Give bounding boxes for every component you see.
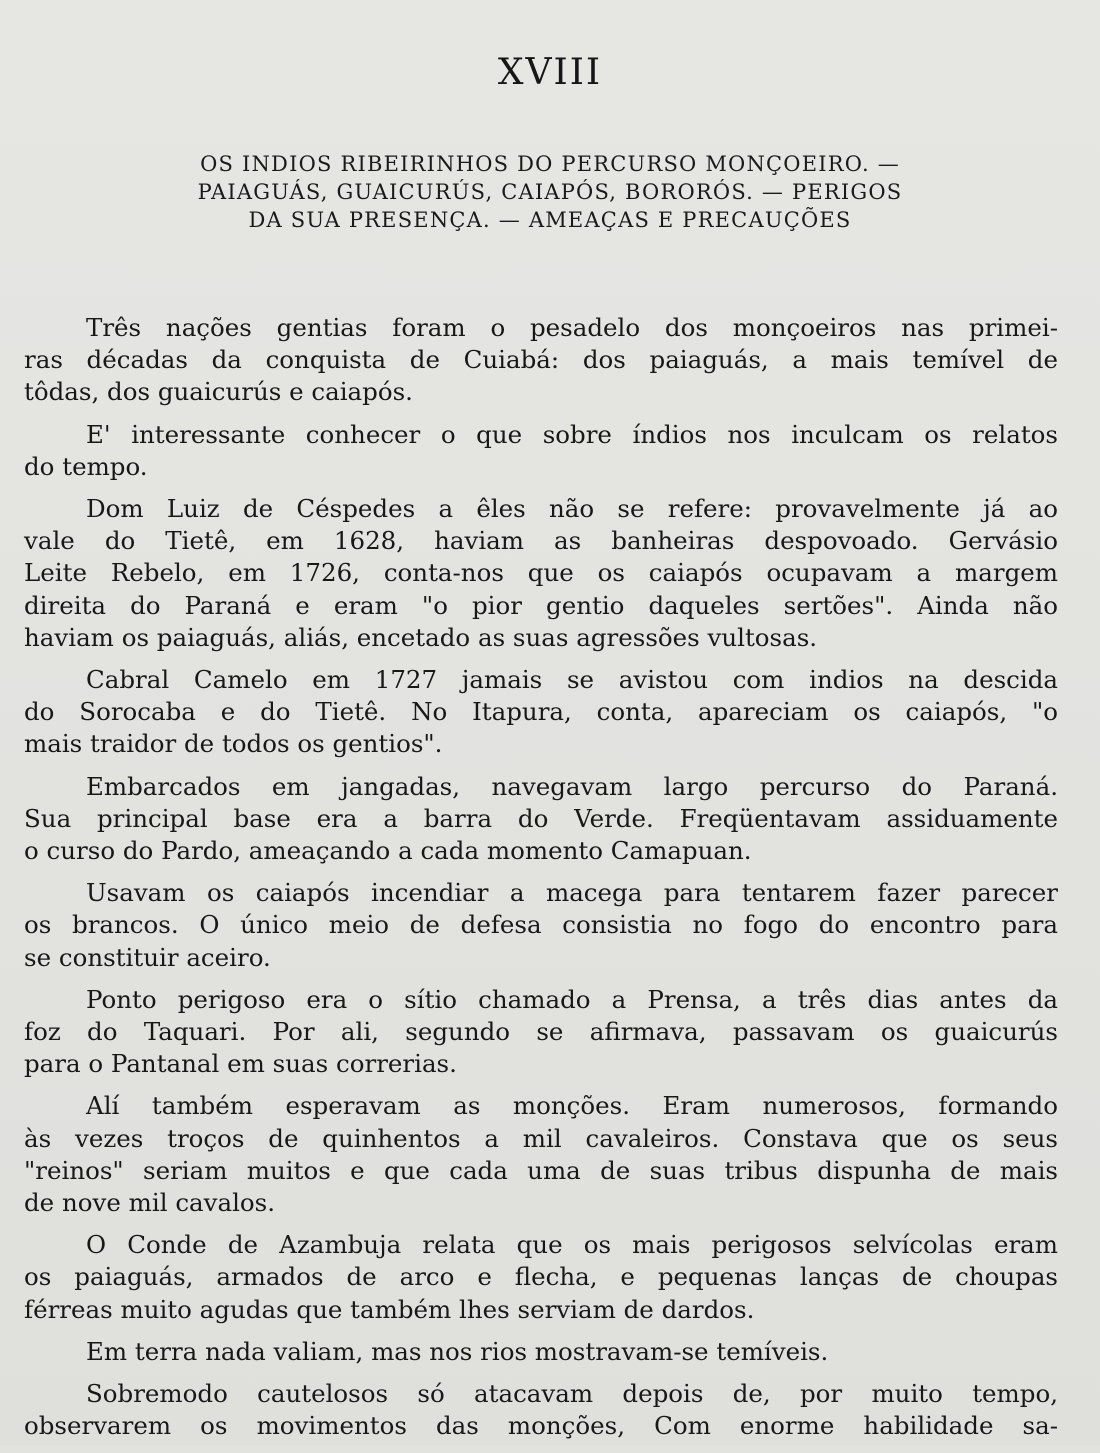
body-text	[24, 312, 1058, 1453]
paragraph-line: vale do Tietê, em 1628, haviam as banheiras despovoado. Gervásio	[24, 526, 1058, 556]
paragraph-line: tôdas, dos guaicurús e caiapós.	[24, 377, 413, 407]
paragraph-line: O Conde de Azambuja relata que os mais perigosos selvícolas eram	[86, 1230, 1058, 1260]
paragraph-line: Cabral Camelo em 1727 jamais se avistou com indios na descida	[86, 665, 1058, 695]
paragraph-line: o curso do Pardo, ameaçando a cada momento Camapuan.	[24, 836, 752, 866]
chapter-heading	[100, 150, 1000, 234]
paragraph-line: os paiaguás, armados de arco e flecha, e pequenas lanças de choupas	[24, 1262, 1058, 1292]
paragraph	[24, 877, 1058, 974]
chapter-heading-line: DA SUA PRESENÇA. — AMEAÇAS E PRECAUÇÕES	[248, 208, 852, 232]
paragraph-line: às vezes troços de quinhentos a mil cavaleiros. Constava que os seus	[24, 1123, 1058, 1153]
chapter-heading-line: PAIAGUÁS, GUAICURÚS, CAIAPÓS, BORORÓS. — PERIGOS	[197, 180, 903, 204]
chapter-heading-line: OS INDIOS RIBEIRINHOS DO PERCURSO MONÇOEIRO. —	[200, 152, 900, 176]
paragraph-line: haviam os paiaguás, aliás, encetado as suas agressões vultosas.	[24, 622, 818, 652]
paragraph	[24, 312, 1058, 409]
paragraph	[24, 664, 1058, 761]
paragraph	[24, 771, 1058, 868]
paragraph-line: Três nações gentias foram o pesadelo dos monçoeiros nas primei-	[86, 313, 1058, 342]
paragraph-line: Dom Luiz de Céspedes a êles não se refere: provavelmente já ao	[86, 494, 1058, 524]
paragraph	[24, 419, 1058, 483]
paragraph-line: mais traidor de todos os gentios".	[24, 729, 443, 759]
paragraph	[24, 1229, 1058, 1326]
paragraph	[24, 493, 1058, 654]
paragraph-line: Sua principal base era a barra do Verde. Freqüentavam assiduamente	[24, 803, 1058, 833]
paragraph	[24, 1090, 1058, 1219]
paragraph-line: ras décadas da conquista de Cuiabá: dos paiaguás, a mais temível de	[24, 345, 1058, 375]
paragraph-line: observarem os movimentos das monções, Com enorme habilidade sa-	[24, 1411, 1058, 1441]
paragraph-line: Sobremodo cautelosos só atacavam depois de, por muito tempo,	[86, 1379, 1058, 1409]
paragraph-line: do Sorocaba e do Tietê. No Itapura, conta, apareciam os caiapós, "o	[24, 697, 1058, 727]
paragraph-line: Alí também esperavam as monções. Eram numerosos, formando	[86, 1091, 1058, 1121]
paragraph-line: de nove mil cavalos.	[24, 1188, 276, 1218]
paragraph-line: se constituir aceiro.	[24, 942, 271, 972]
paragraph-line: Em terra nada valiam, mas nos rios mostravam-se temíveis.	[86, 1336, 829, 1366]
chapter-number: XVIII	[497, 52, 603, 93]
paragraph-line: para o Pantanal em suas correrias.	[24, 1049, 457, 1079]
paragraph-line: Usavam os caiapós incendiar a macega para tentarem fazer parecer	[86, 878, 1058, 908]
paragraph-line: férreas muito agudas que também lhes serviam de dardos.	[24, 1294, 755, 1324]
paragraph-line: direita do Paraná e eram "o pior gentio daqueles sertões". Ainda não	[24, 590, 1058, 620]
paragraph-line: Leite Rebelo, em 1726, conta-nos que os caiapós ocupavam a margem	[24, 558, 1058, 588]
paragraph	[24, 984, 1058, 1081]
paragraph-line: Ponto perigoso era o sítio chamado a Prensa, a três dias antes da	[86, 984, 1058, 1014]
paragraph-line: "reinos" seriam muitos e que cada uma de suas tribus dispunha de mais	[24, 1155, 1058, 1185]
paragraph-line: E' interessante conhecer o que sobre índios nos inculcam os relatos	[86, 419, 1058, 449]
paragraph-line: os brancos. O único meio de defesa consistia no fogo do encontro para	[24, 910, 1058, 940]
paragraph-line: Embarcados em jangadas, navegavam largo percurso do Paraná.	[86, 771, 1058, 801]
paragraph	[24, 1378, 1058, 1442]
paragraph-line: foz do Taquari. Por ali, segundo se afirmava, passavam os guaicurús	[24, 1017, 1058, 1047]
paragraph-line: do tempo.	[24, 451, 148, 481]
paragraph	[24, 1336, 1058, 1368]
